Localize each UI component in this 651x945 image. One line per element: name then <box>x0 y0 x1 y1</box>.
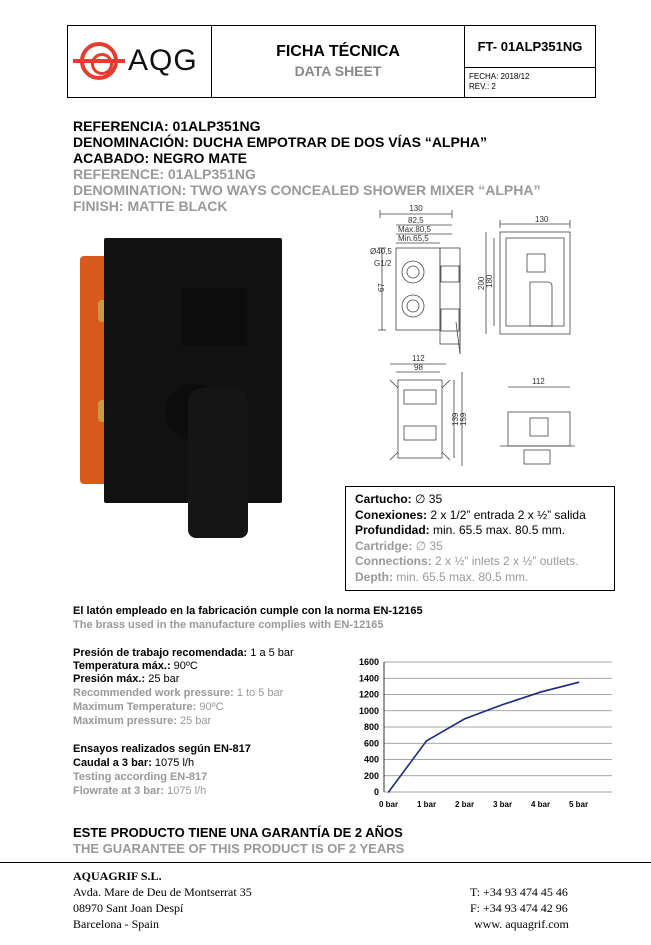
reference-en: REFERENCE: 01ALP351NG <box>73 166 256 182</box>
brass-es: El latón empleado en la fabricación cumple con la norma EN-12165 <box>73 605 423 617</box>
y-tick-label: 200 <box>363 770 379 781</box>
x-tick-label: 4 bar <box>530 800 551 809</box>
x-tick-label: 2 bar <box>454 800 475 809</box>
address-line-2: 08970 Sant Joan Despí <box>73 901 184 915</box>
spec-box <box>345 486 615 591</box>
y-tick-label: 1000 <box>358 705 379 716</box>
max-temp-es-label: Temperatura máx.: <box>73 660 171 672</box>
dim-label: Ø40,5 <box>370 247 392 256</box>
y-tick-label: 800 <box>363 722 379 732</box>
y-tick-label: 1200 <box>358 689 379 700</box>
connections-es-label: Conexiones: <box>355 507 428 522</box>
dim-label: G1/2 <box>374 259 392 268</box>
company-name: AQUAGRIF S.L. <box>73 869 162 883</box>
diverter-knob <box>181 288 247 346</box>
logo-text: AQG <box>128 44 198 77</box>
max-temp-en-value: 90ºC <box>199 701 224 713</box>
header-box <box>67 25 596 98</box>
flowrate-en-label: Flowrate at 3 bar: <box>73 785 165 797</box>
flow-chart <box>340 652 620 820</box>
dim-label: 130 <box>409 204 423 213</box>
depth-en-label: Depth: <box>355 569 393 584</box>
document-code: FT- 01ALP351NG <box>465 26 595 68</box>
dim-label: 67 <box>377 283 386 292</box>
data-point <box>388 791 390 793</box>
dim-label: 82,5 <box>408 216 424 225</box>
rec-pressure-en-label: Recommended work pressure: <box>73 687 234 699</box>
brass-en: The brass used in the manufacture complies with EN-12165 <box>73 619 384 631</box>
connections-es-value: 2 x 1/2” entrada 2 x ½” salida <box>430 507 586 522</box>
logo-bar-icon <box>73 59 125 63</box>
finish-en: FINISH: MATTE BLACK <box>73 198 228 214</box>
data-point <box>502 704 504 706</box>
cartridge-en-label: Cartridge: <box>355 538 413 553</box>
technical-drawings <box>360 204 595 474</box>
code-cell <box>465 26 595 97</box>
dim-label: 112 <box>412 354 425 363</box>
connections-en-label: Connections: <box>355 554 432 569</box>
rec-pressure-es-value: 1 a 5 bar <box>250 647 294 659</box>
title-es: FICHA TÉCNICA <box>276 43 400 60</box>
telephone: T: +34 93 474 45 46 <box>470 885 568 899</box>
y-tick-label: 1400 <box>358 673 379 684</box>
y-tick-label: 1600 <box>358 657 379 667</box>
x-tick-label: 1 bar <box>416 800 437 809</box>
dim-label: 200 <box>477 276 486 290</box>
dim-label: 180 <box>485 274 494 288</box>
dim-label: 139 <box>451 412 460 426</box>
title-cell <box>212 26 465 97</box>
depth-es-label: Profundidad: <box>355 523 430 538</box>
tests-en-label: Testing according EN-817 <box>73 771 208 783</box>
data-point <box>578 682 580 684</box>
document-date: FECHA: 2018/12 <box>469 72 530 81</box>
tests-es-label: Ensayos realizados según EN-817 <box>73 743 251 755</box>
max-temp-en-label: Maximum Temperature: <box>73 701 197 713</box>
denomination-en: DENOMINATION: TWO WAYS CONCEALED SHOWER MIXER “ALPHA” <box>73 182 541 198</box>
max-pressure-es-label: Presión máx.: <box>73 673 146 685</box>
finish-es: ACABADO: NEGRO MATE <box>73 150 247 166</box>
guarantee-en: THE GUARANTEE OF THIS PRODUCT IS OF 2 YEARS <box>73 841 405 856</box>
document-revision: REV.: 2 <box>469 82 496 91</box>
dim-label: 159 <box>459 412 468 426</box>
flowrate-es-label: Caudal a 3 bar: <box>73 757 152 769</box>
denomination-es: DENOMINACIÓN: DUCHA EMPOTRAR DE DOS VÍAS “ALPHA” <box>73 134 488 150</box>
y-tick-label: 600 <box>363 738 379 749</box>
address-line-3: Barcelona - Spain <box>73 917 159 931</box>
title-en: DATA SHEET <box>294 63 382 79</box>
reference-es: REFERENCIA: 01ALP351NG <box>73 118 261 134</box>
y-tick-label: 400 <box>363 754 379 765</box>
address-line-1: Avda. Mare de Deu de Montserrat 35 <box>73 885 252 899</box>
max-temp-es-value: 90ºC <box>173 660 198 672</box>
depth-en-value: min. 65.5 max. 80.5 mm. <box>396 569 529 584</box>
dim-label: 112 <box>532 377 545 386</box>
dim-label: Min.65,5 <box>398 234 429 243</box>
mixer-lever <box>188 388 248 538</box>
data-point <box>464 718 466 720</box>
data-point <box>540 691 542 693</box>
dim-label: 130 <box>535 215 549 224</box>
cartridge-en-value: ∅ 35 <box>415 538 443 553</box>
fax: F: +34 93 474 42 96 <box>470 901 568 915</box>
dim-label: Max.80,5 <box>398 225 431 234</box>
data-point <box>426 740 428 742</box>
flowrate-en-value: 1075 l/h <box>167 785 207 797</box>
max-pressure-en-value: 25 bar <box>180 715 212 727</box>
x-tick-label: 3 bar <box>492 800 513 809</box>
depth-es-value: min. 65.5 max. 80.5 mm. <box>433 523 566 538</box>
logo-cell <box>68 26 212 97</box>
cartridge-es-label: Cartucho: <box>355 492 412 506</box>
max-pressure-en-label: Maximum pressure: <box>73 715 177 727</box>
rec-pressure-en-value: 1 to 5 bar <box>236 687 284 699</box>
x-tick-label: 0 bar <box>378 800 399 809</box>
max-pressure-es-value: 25 bar <box>148 673 180 685</box>
connections-en-value: 2 x ½” inlets 2 x ½” outlets. <box>435 554 579 569</box>
guarantee-es: ESTE PRODUCTO TIENE UNA GARANTÍA DE 2 AÑOS <box>73 825 403 840</box>
rec-pressure-es-label: Presión de trabajo recomendada: <box>73 647 248 659</box>
flowrate-es-value: 1075 l/h <box>154 757 195 769</box>
dim-label: 98 <box>414 363 423 372</box>
cartridge-es-value: ∅ 35 <box>415 492 443 506</box>
website-link[interactable]: www. aquagrif.com <box>474 917 569 931</box>
y-tick-label: 0 <box>373 787 379 797</box>
x-tick-label: 5 bar <box>568 800 589 809</box>
footer-divider <box>0 862 651 863</box>
